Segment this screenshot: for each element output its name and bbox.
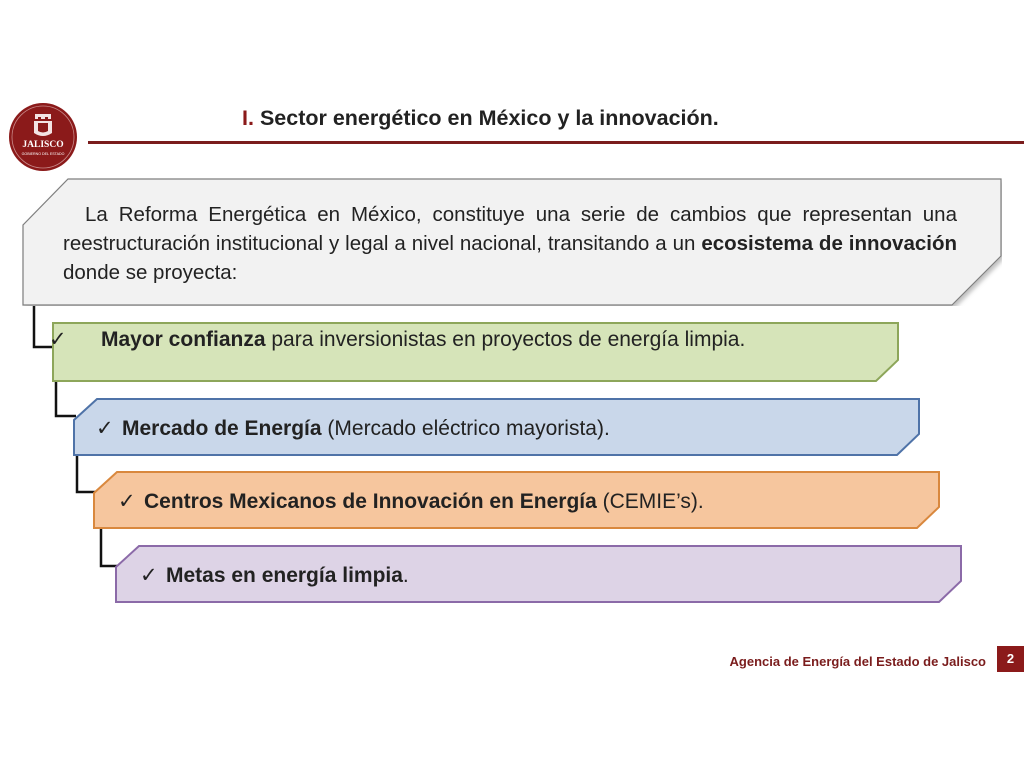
bullet-3-rest: (CEMIE’s). xyxy=(596,490,704,513)
bullet-2 xyxy=(96,415,610,443)
check-icon: ✓ xyxy=(49,328,67,351)
bullet-1 xyxy=(49,326,877,354)
check-icon: ✓ xyxy=(96,417,114,440)
bullet-1-rest: para inversionistas en proyectos de energía limpia. xyxy=(265,328,746,351)
intro-text-part1: La Reforma Energética en México, constituye una serie de cambios que representan una reestructuración institucional y legal a nivel nacional, transitando a un xyxy=(63,203,957,255)
bullet-3 xyxy=(118,488,704,516)
bullet-4-rest: . xyxy=(402,564,409,587)
check-icon: ✓ xyxy=(118,490,136,513)
intro-text-bold: ecosistema de innovación xyxy=(701,232,957,255)
intro-text-part2: donde se proyecta: xyxy=(63,261,238,284)
intro-paragraph xyxy=(63,200,957,287)
logo-subtext: GOBIERNO DEL ESTADO xyxy=(21,152,65,156)
bullet-2-bold: Mercado de Energía xyxy=(122,417,322,440)
bullet-3-bold: Centros Mexicanos de Innovación en Energía xyxy=(144,490,597,513)
bullet-2-rest: (Mercado eléctrico mayorista). xyxy=(321,417,610,440)
check-icon: ✓ xyxy=(140,564,158,587)
footer-agency: Agencia de Energía del Estado de Jalisco xyxy=(729,654,986,669)
title-text: Sector energético en México y la innovación. xyxy=(259,106,719,130)
bullet-1-bold: Mayor confianza xyxy=(101,328,266,351)
bullet-4 xyxy=(140,562,409,590)
page-number: 2 xyxy=(997,646,1024,672)
logo-text: JALISCO xyxy=(22,140,64,150)
bullet-4-bold: Metas en energía limpia xyxy=(166,564,403,587)
title-roman-numeral: I. xyxy=(242,106,254,130)
